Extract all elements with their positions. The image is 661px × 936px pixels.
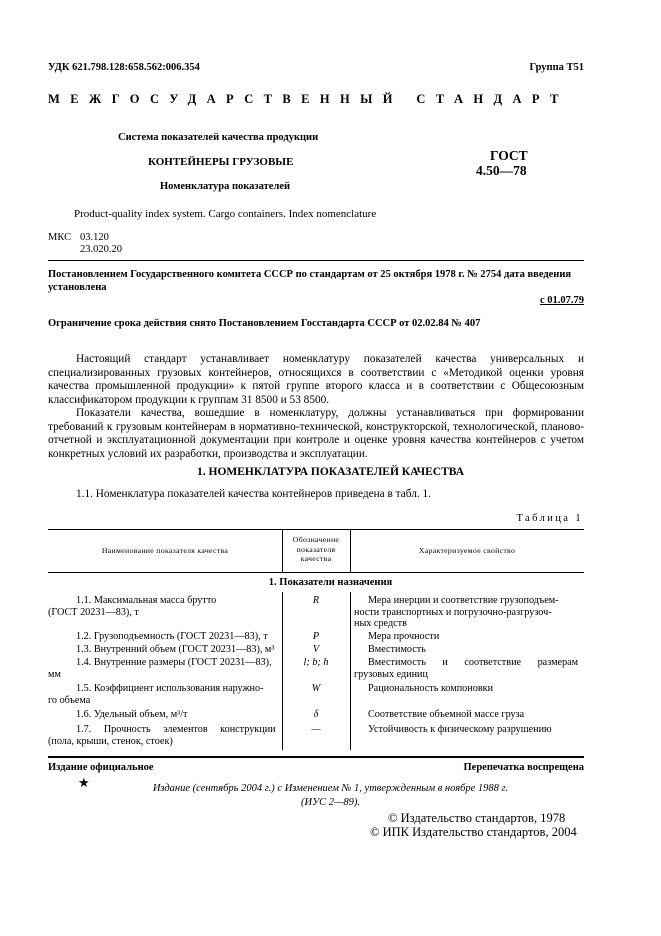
col-header-symbol-line: качества <box>300 554 332 563</box>
table-row-property: Соответствие объемной массе груза <box>368 709 525 720</box>
table-row-symbol: δ <box>313 709 319 720</box>
mks-code-2: 23.020.20 <box>80 244 122 255</box>
table-row-property: Устойчивость к физическому разрушению <box>368 724 552 735</box>
table-row-name: 1.2. Грузоподъемность (ГОСТ 20231—83), т <box>76 631 268 642</box>
gost-label: ГОСТ <box>490 148 528 163</box>
reprint-notice: Перепечатка воспрещена <box>463 762 584 773</box>
table-group-title: 1. Показатели назначения <box>268 577 393 588</box>
clause-1-1: 1.1. Номенклатура показателей качества контейнеров приведена в табл. 1. <box>76 488 431 500</box>
resolution-text: Постановлением Государственного комитета СССР по стандартам от 25 октября 1978 г. № 2754 дата введения установлена <box>48 269 572 293</box>
table-row-property: Рациональность компоновки <box>368 683 494 694</box>
standard-subtitle: Номенклатура показателей <box>160 181 291 192</box>
table-row-name: 1.4. Внутренние размеры (ГОСТ 20231—83), мм <box>48 657 272 680</box>
english-title: Product-quality index system. Cargo containers. Index nomenclature <box>74 208 377 220</box>
mks-label: МКС <box>48 232 72 243</box>
official-edition: Издание официальное <box>48 762 154 773</box>
intro-paragraph: Настоящий стандарт устанавливает номенклатуру показателей качества универсальных и специализированных грузовых контейнеров, относящихся в соответствии с «Методикой оценки уровня качества промышленной продукции» к пятой группе второго класса и в соответствии с Общесоюзным классификатором продукции к группам 31 8500 и 53 8500. <box>48 353 584 406</box>
col-header-symbol-line: показателя <box>296 544 336 554</box>
table-row-symbol: l; b; h <box>303 657 329 668</box>
table-caption: Таблица 1 <box>516 513 583 524</box>
table-row-symbol: P <box>312 631 320 642</box>
table-row-property: Вместимость и соответствие размерам грузовых единиц <box>354 657 579 680</box>
table-row-name: 1.1. Максимальная масса брутто (ГОСТ 20231—83), т <box>48 595 217 618</box>
star-icon: ★ <box>78 775 90 790</box>
table-row-name: 1.5. Коэффициент использования наружно- го объема <box>48 683 264 706</box>
col-header-property: Характеризуемое свойство <box>418 546 516 555</box>
divider <box>48 260 584 261</box>
table-row-symbol: — <box>311 724 321 735</box>
table-row-symbol: W <box>311 683 321 694</box>
copyright-2004: © ИПК Издательство стандартов, 2004 <box>370 825 577 839</box>
system-title: Система показателей качества продукции <box>118 132 319 143</box>
udk-code: УДК 621.798.128:658.562:006.354 <box>48 62 200 73</box>
table-row-name: 1.6. Удельный объем, м³/т <box>76 709 188 720</box>
table-row-property: Мера инерции и соответствие грузоподъем- ности транспортных и погрузочно-разгрузоч- ных средств <box>354 595 559 629</box>
section-heading: 1. НОМЕНКЛАТУРА ПОКАЗАТЕЛЕЙ КАЧЕСТВА <box>197 466 464 478</box>
standard-banner: МЕЖГОСУДАРСТВЕННЫЙ СТАНДАРТ <box>48 92 569 106</box>
group-code: Группа Т51 <box>529 62 584 73</box>
standard-name: КОНТЕЙНЕРЫ ГРУЗОВЫЕ <box>148 156 294 168</box>
table-top-border <box>48 529 584 530</box>
copyright-1978: © Издательство стандартов, 1978 <box>388 811 566 825</box>
gost-number: 4.50—78 <box>476 163 527 178</box>
edition-note: Издание (сентябрь 2004 г.) с Изменением № 1, утвержденным в ноябре 1988 г. <box>152 783 509 794</box>
table-row-name: 1.7. Прочность элементов конструкции (пола, крыши, стенок, стоек) <box>48 724 276 747</box>
table-row-symbol: R <box>312 595 320 606</box>
col-header-name: Наименование показателя качества <box>101 546 229 555</box>
table-row-property: Мера прочности <box>368 631 440 642</box>
table-col-sep-2 <box>350 592 351 750</box>
footer-divider <box>48 756 584 758</box>
introduction-date: с 01.07.79 <box>539 295 584 306</box>
table-row-property: Вместимость <box>368 644 426 655</box>
table-header-bottom-border <box>48 572 584 573</box>
restriction-note: Ограничение срока действия снято Постановлением Госстандарта СССР от 02.02.84 № 407 <box>48 318 481 329</box>
quality-paragraph: Показатели качества, вошедшие в номенклатуру, должны устанавливаться при формировании требований к грузовым контейнерам в нормативно-технической, конструкторской, технологической, планово-отчетной и эксплуатационной документации при контроле и оценке уровня качества контейнеров с учетом конкретных условий их разработки, производства и эксплуатации. <box>48 407 584 460</box>
table-row-name: 1.3. Внутренний объем (ГОСТ 20231—83), м³ <box>76 644 275 655</box>
edition-note-ius: (ИУС 2—89). <box>301 797 360 808</box>
table-row-symbol: V <box>312 644 320 655</box>
col-header-symbol-line: Обозначение <box>292 535 340 544</box>
mks-code-1: 03.120 <box>80 232 109 243</box>
col-header-symbol <box>282 535 350 564</box>
